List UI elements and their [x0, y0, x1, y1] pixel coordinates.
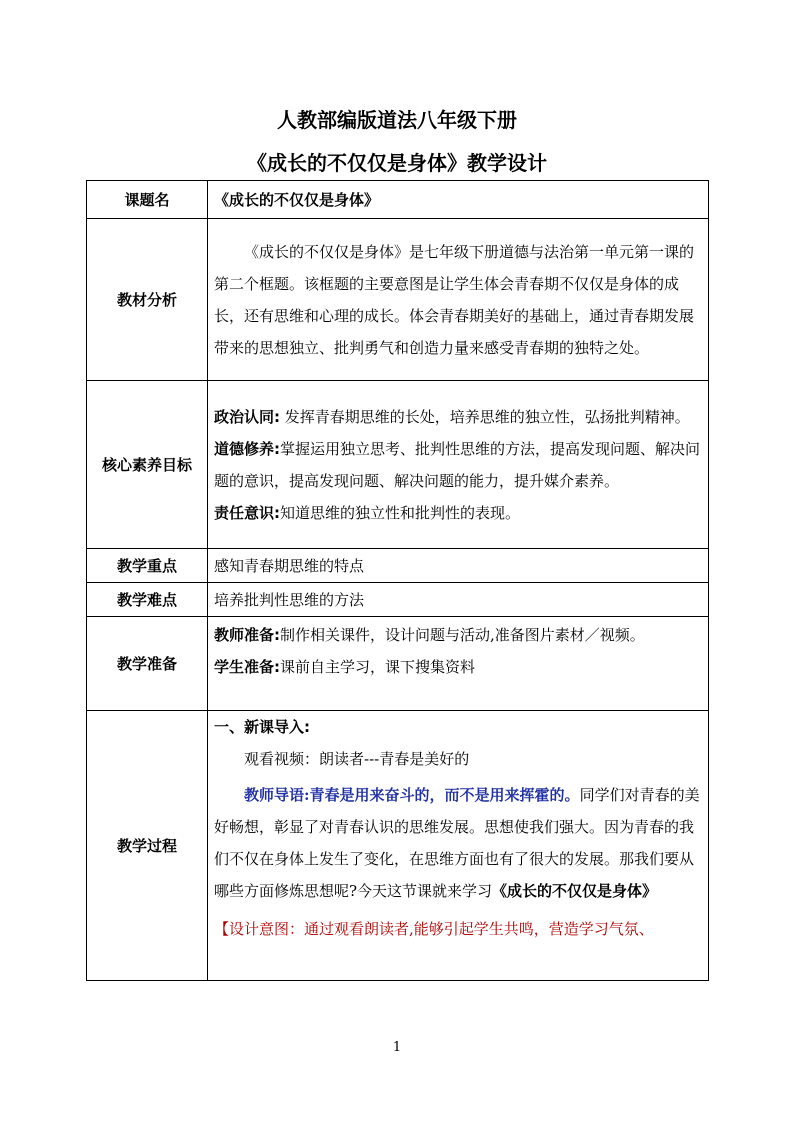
label-difficulty: 教学难点 — [87, 583, 208, 617]
label-key-point: 教学重点 — [87, 549, 208, 583]
value-process — [208, 711, 709, 981]
moral-label: 道德修养: — [214, 439, 280, 458]
table-row-topic — [87, 181, 709, 219]
design-intent: 【设计意图：通过观看朗读者,能够引起学生共鸣，营造学习气氛、 — [214, 920, 654, 938]
lesson-plan-table — [86, 180, 709, 981]
moral-text: 掌握运用独立思考、批判性思维的方法，提高发现问题、解决问题的意识，提高发现问题、解决问题的能力，提升媒介素养。 — [214, 439, 701, 490]
guide-text: 同学们对青春的美好畅想，彰显了对青春认识的思维发展。思想使我们强大。因为青春的我们不仅在身体上发生了变化，在思维方面也有了很大的发展。那我们要从哪些方面修炼思想呢?今天这节课就来学习 — [214, 786, 700, 900]
student-prep-text: 课前自主学习，课下搜集资料 — [280, 658, 476, 676]
page-number: 1 — [392, 1040, 402, 1055]
label-topic: 课题名 — [87, 181, 208, 219]
label-process: 教学过程 — [87, 711, 208, 981]
table-row-analysis — [87, 219, 709, 381]
student-prep-label: 学生准备: — [214, 658, 280, 676]
label-analysis: 教材分析 — [87, 219, 208, 381]
value-goals — [208, 381, 709, 549]
value-analysis — [208, 219, 709, 381]
table-row-goals — [87, 381, 709, 549]
table-row-difficulty — [87, 583, 709, 617]
value-topic: 《成长的不仅仅是身体》 — [208, 181, 709, 219]
document-title: 人教部编版道法八年级下册 — [277, 108, 517, 132]
value-difficulty: 培养批判性思维的方法 — [208, 583, 709, 617]
value-key-point: 感知青春期思维的特点 — [208, 549, 709, 583]
label-preparation: 教学准备 — [87, 617, 208, 711]
value-preparation — [208, 617, 709, 711]
document-subtitle: 《成长的不仅仅是身体》教学设计 — [247, 151, 547, 175]
political-label: 政治认同: — [214, 407, 280, 426]
political-text: 发挥青春期思维的长处，培养思维的独立性，弘扬批判精神。 — [284, 407, 690, 426]
duty-text: 知道思维的独立性和批判性的表现。 — [280, 503, 521, 522]
process-guide — [214, 779, 702, 907]
teacher-prep-label: 教师准备: — [214, 626, 280, 644]
guide-label: 教师导语: — [244, 786, 310, 804]
analysis-text: 《成长的不仅仅是身体》是七年级下册道德与法治第一单元第一课的第二个框题。该框题的主要意图是让学生体会青春期不仅仅是身体的成长，还有思维和心理的成长。体会青春期美好的基础上，通过青春期发展带来的思想独立、批判勇气和创造力量来感受青春期的独特之处。 — [214, 242, 695, 357]
table-row-preparation — [87, 617, 709, 711]
process-section-heading: 一、新课导入: — [214, 718, 310, 736]
guide-quote: 青春是用来奋斗的，而不是用来挥霍的。 — [309, 786, 580, 804]
duty-label: 责任意识: — [214, 503, 280, 522]
table-row-process — [87, 711, 709, 981]
teacher-prep-text: 制作相关课件，设计问题与活动,准备图片素材／视频。 — [280, 626, 645, 644]
guide-title: 《成长的不仅仅是身体》 — [492, 882, 658, 900]
process-video: 观看视频：朗读者---青春是美好的 — [244, 750, 470, 768]
table-row-key-point — [87, 549, 709, 583]
label-goals: 核心素养目标 — [87, 381, 208, 549]
